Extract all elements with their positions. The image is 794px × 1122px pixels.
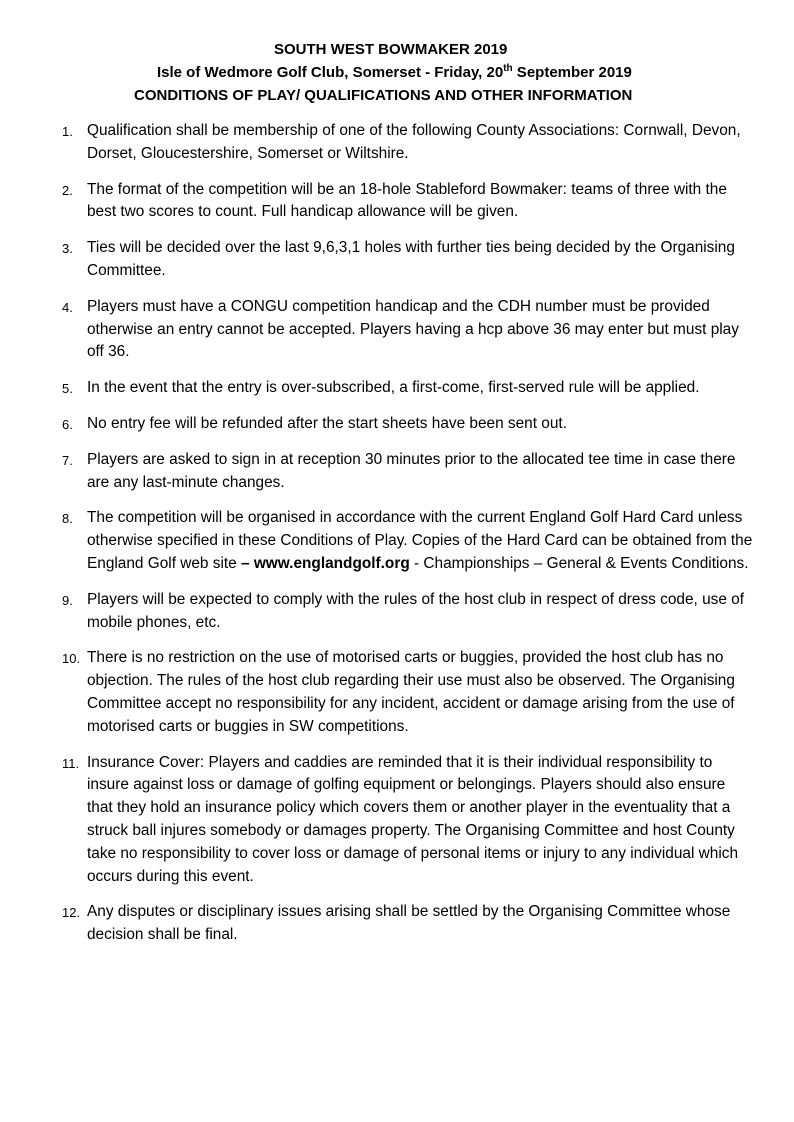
condition-text-part: The competition will be organised in accordance with the current England Golf Hard Card unless otherwise specified in these Conditions of Play. Copies of the Hard Card can be obtained from the England Golf web site <box>87 509 753 572</box>
document-title: SOUTH WEST BOWMAKER 2019 <box>274 41 508 58</box>
condition-number: 5. <box>62 381 73 397</box>
condition-text: Ties will be decided over the last 9,6,3,1 holes with further ties being decided by the Organising Committee. <box>87 239 735 279</box>
condition-item <box>0 413 794 436</box>
condition-number: 2. <box>62 182 73 198</box>
condition-text: The format of the competition will be an 18-hole Stableford Bowmaker: teams of three with the best two scores to count. Full handicap allowance will be given. <box>87 180 727 221</box>
condition-text <box>87 509 752 572</box>
condition-text: Players will be expected to comply with the rules of the host club in respect of dress code, use of mobile phones, etc. <box>87 590 745 631</box>
condition-number: 7. <box>62 452 73 468</box>
condition-text-part: - Championships – General & Events Conditions. <box>409 554 749 572</box>
condition-item <box>0 179 794 225</box>
conditions-list <box>0 120 794 960</box>
condition-number: 10. <box>62 651 81 667</box>
condition-number: 1. <box>62 124 73 139</box>
event-subtitle-month: September 2019 <box>512 64 632 81</box>
condition-item <box>0 449 794 495</box>
condition-item <box>0 120 794 166</box>
condition-item <box>0 507 794 575</box>
condition-text: No entry fee will be refunded after the start sheets have been sent out. <box>87 414 567 432</box>
condition-text: There is no restriction on the use of motorised carts or buggies, provided the host club has no objection. The rules of the host club regarding their use must also be observed. The Organising Committee accept no responsibility for any incident, accident or damage arising from the use of motorised carts or buggies in SW competitions. <box>87 649 735 735</box>
condition-item <box>0 237 794 283</box>
condition-item <box>0 377 794 400</box>
england-golf-website-link[interactable]: – www.englandgolf.org <box>241 554 410 572</box>
condition-text: Insurance Cover: Players and caddies are reminded that it is their individual responsibility to insure against loss or damage of golfing equipment or belongings. Players should also ensure that they hold an insurance policy which covers them or another player in the eventuality that a struck ball injures somebody or damages property. The Organising Committee and host County take no responsibility to cover loss or damage of personal items or injury to any individual which occurs during this event. <box>87 753 739 885</box>
condition-number: 8. <box>62 511 73 527</box>
condition-number: 4. <box>62 299 73 315</box>
condition-number: 12. <box>62 905 81 921</box>
date-ordinal-suffix: th <box>503 63 513 74</box>
condition-number: 11. <box>62 755 80 771</box>
section-heading: CONDITIONS OF PLAY/ QUALIFICATIONS AND OTHER INFORMATION <box>134 87 633 104</box>
event-subtitle-main: Isle of Wedmore Golf Club, Somerset - Friday, 20 <box>157 64 504 81</box>
event-subtitle <box>157 61 632 84</box>
condition-number: 9. <box>62 592 73 608</box>
condition-item <box>0 647 794 738</box>
condition-number: 6. <box>62 416 73 432</box>
condition-number: 3. <box>62 241 73 257</box>
condition-text: In the event that the entry is over-subscribed, a first-come, first-served rule will be applied. <box>87 379 700 397</box>
condition-text: Players are asked to sign in at reception 30 minutes prior to the allocated tee time in case there are any last-minute changes. <box>87 450 736 491</box>
condition-item <box>0 901 794 947</box>
condition-text: Qualification shall be membership of one of the following County Associations: Cornwall, Devon, Dorset, Gloucestershire, Somerset or Wiltshire. <box>87 122 741 162</box>
condition-item <box>0 752 794 889</box>
condition-text: Any disputes or disciplinary issues arising shall be settled by the Organising Committee whose decision shall be final. <box>87 903 731 944</box>
condition-text: Players must have a CONGU competition handicap and the CDH number must be provided otherwise an entry cannot be accepted. Players having a hcp above 36 may enter but must play off 36. <box>87 297 739 361</box>
condition-item <box>0 589 794 635</box>
condition-item <box>0 296 794 364</box>
